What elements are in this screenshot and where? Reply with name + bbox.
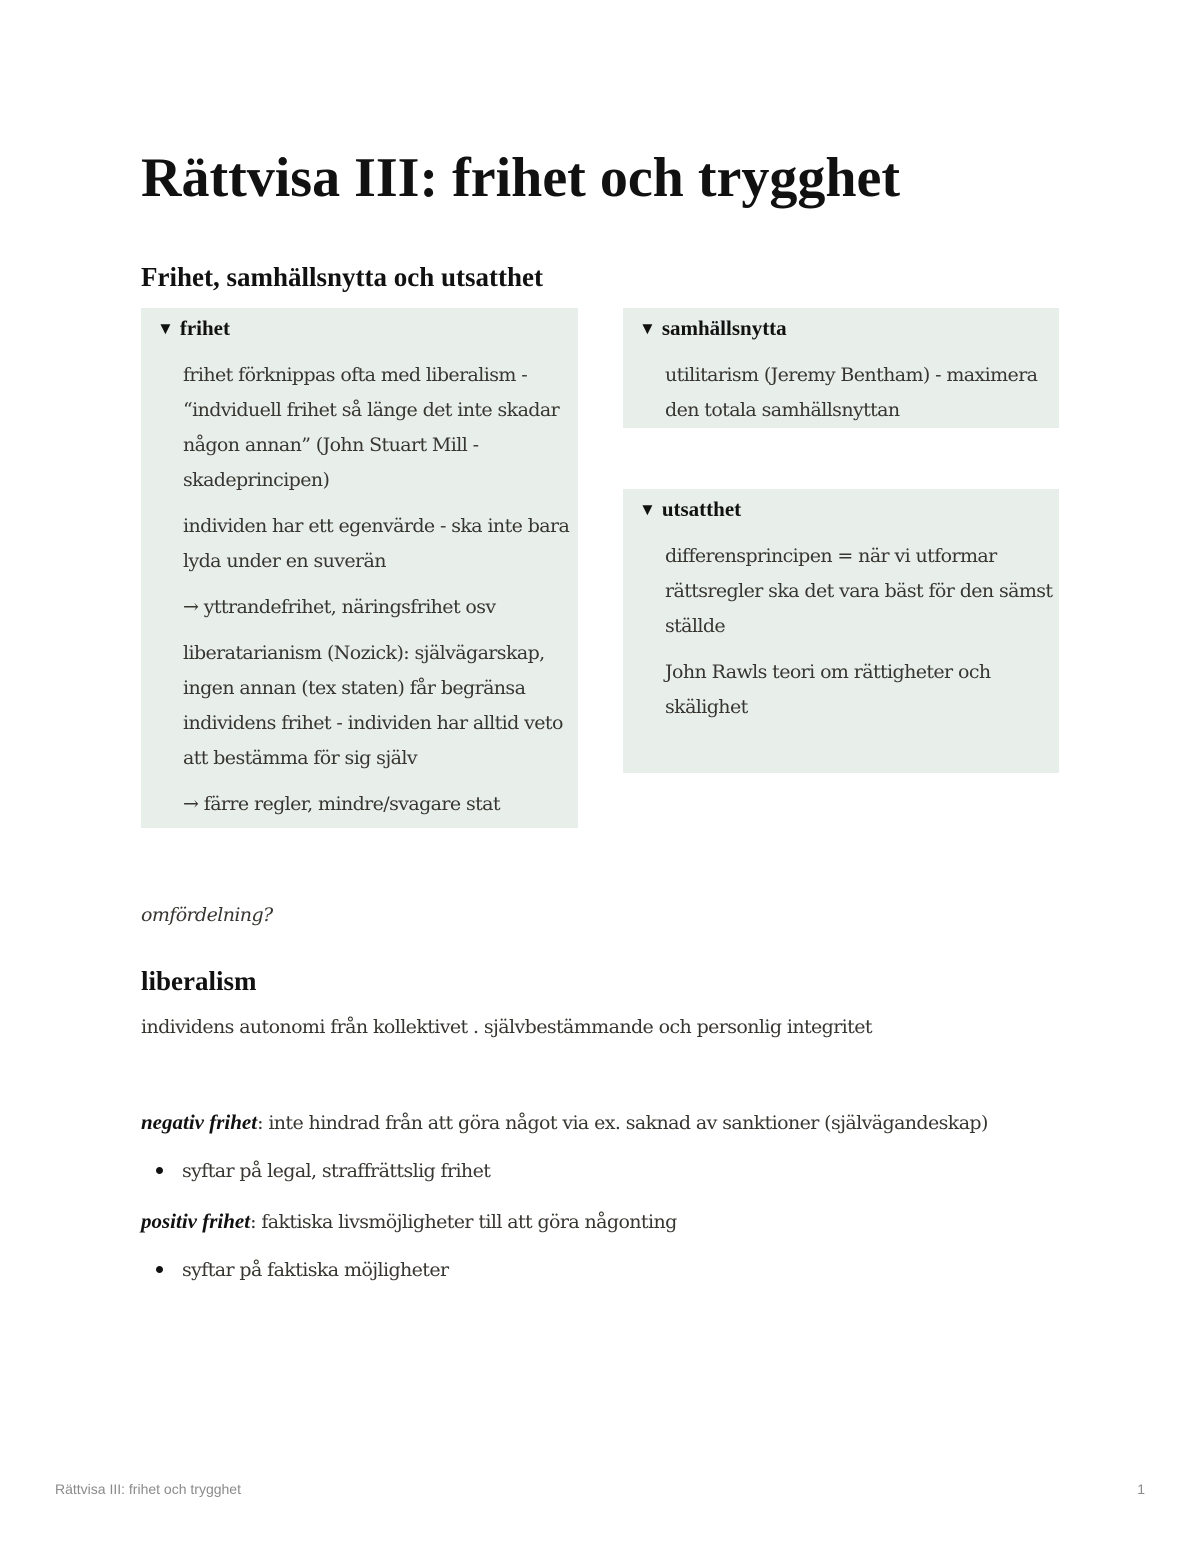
toggle-block-utsatthet xyxy=(623,489,1059,773)
triangle-down-icon[interactable]: ▼ xyxy=(157,319,174,338)
negativ-frihet-paragraph xyxy=(141,1105,988,1141)
toggle-header-frihet[interactable] xyxy=(157,313,230,345)
negativ-frihet-text: : inte hindrad från att göra något via ex. saknad av sanktioner (självägandeskap) xyxy=(257,1112,988,1134)
footer-title: Rättvisa III: frihet och trygghet xyxy=(55,1481,241,1497)
toggle-title: frihet xyxy=(179,316,230,340)
bullet-item xyxy=(156,1154,490,1189)
positiv-frihet-text: : faktiska livsmöjligheter till att göra någonting xyxy=(250,1211,677,1233)
bullet-text: syftar på legal, straffrättslig frihet xyxy=(182,1160,491,1182)
toggle-block-frihet xyxy=(141,308,578,828)
triangle-down-icon[interactable]: ▼ xyxy=(639,319,656,338)
toggle-paragraph: → yttrandefrihet, näringsfrihet osv xyxy=(183,596,496,618)
positiv-frihet-term: positiv frihet xyxy=(141,1209,251,1233)
triangle-down-icon[interactable]: ▼ xyxy=(639,500,656,519)
toggle-content-samhallsnytta xyxy=(665,358,1055,439)
page-title: Rättvisa III: frihet och trygghet xyxy=(141,147,900,209)
toggle-block-samhallsnytta xyxy=(623,308,1059,428)
toggle-paragraph: John Rawls teori om rättigheter och skälighet xyxy=(665,661,991,718)
toggle-header-samhallsnytta[interactable] xyxy=(639,313,787,345)
footer-page-number: 1 xyxy=(1137,1481,1145,1497)
toggle-paragraph: differensprincipen = när vi utformar rättsregler ska det vara bäst för den sämst ställde xyxy=(665,545,1053,637)
toggle-paragraph: → färre regler, mindre/svagare stat xyxy=(183,793,500,815)
section-heading: Frihet, samhällsnytta och utsatthet xyxy=(141,262,543,292)
toggle-paragraph: utilitarism (Jeremy Bentham) - maximera den totala samhällsnyttan xyxy=(665,364,1038,421)
positiv-frihet-paragraph xyxy=(141,1204,677,1240)
negativ-frihet-term: negativ frihet xyxy=(141,1110,258,1134)
toggle-title: utsatthet xyxy=(661,497,742,521)
bullet-item xyxy=(156,1253,448,1288)
liberalism-heading: liberalism xyxy=(141,966,257,996)
italic-note: omfördelning? xyxy=(141,904,273,926)
liberalism-description: individens autonomi från kollektivet . självbestämmande och personlig integritet xyxy=(141,1016,872,1038)
bullet-dot-icon xyxy=(156,1167,163,1174)
toggle-paragraph: liberatarianism (Nozick): självägarskap, ingen annan (tex staten) får begränsa individens frihet - individen har alltid veto att bestämma för sig själv xyxy=(183,642,563,769)
bullet-text: syftar på faktiska möjligheter xyxy=(182,1259,449,1281)
toggle-content-utsatthet xyxy=(665,539,1055,736)
toggle-paragraph: individen har ett egenvärde - ska inte bara lyda under en suverän xyxy=(183,515,570,572)
toggle-header-utsatthet[interactable] xyxy=(639,494,741,526)
toggle-content-frihet xyxy=(183,358,574,833)
toggle-paragraph: frihet förknippas ofta med liberalism - “indviduell frihet så länge det inte skadar någon annan” (John Stuart Mill - skadeprincipen) xyxy=(183,364,560,491)
toggle-title: samhällsnytta xyxy=(661,316,787,340)
bullet-dot-icon xyxy=(156,1266,163,1273)
